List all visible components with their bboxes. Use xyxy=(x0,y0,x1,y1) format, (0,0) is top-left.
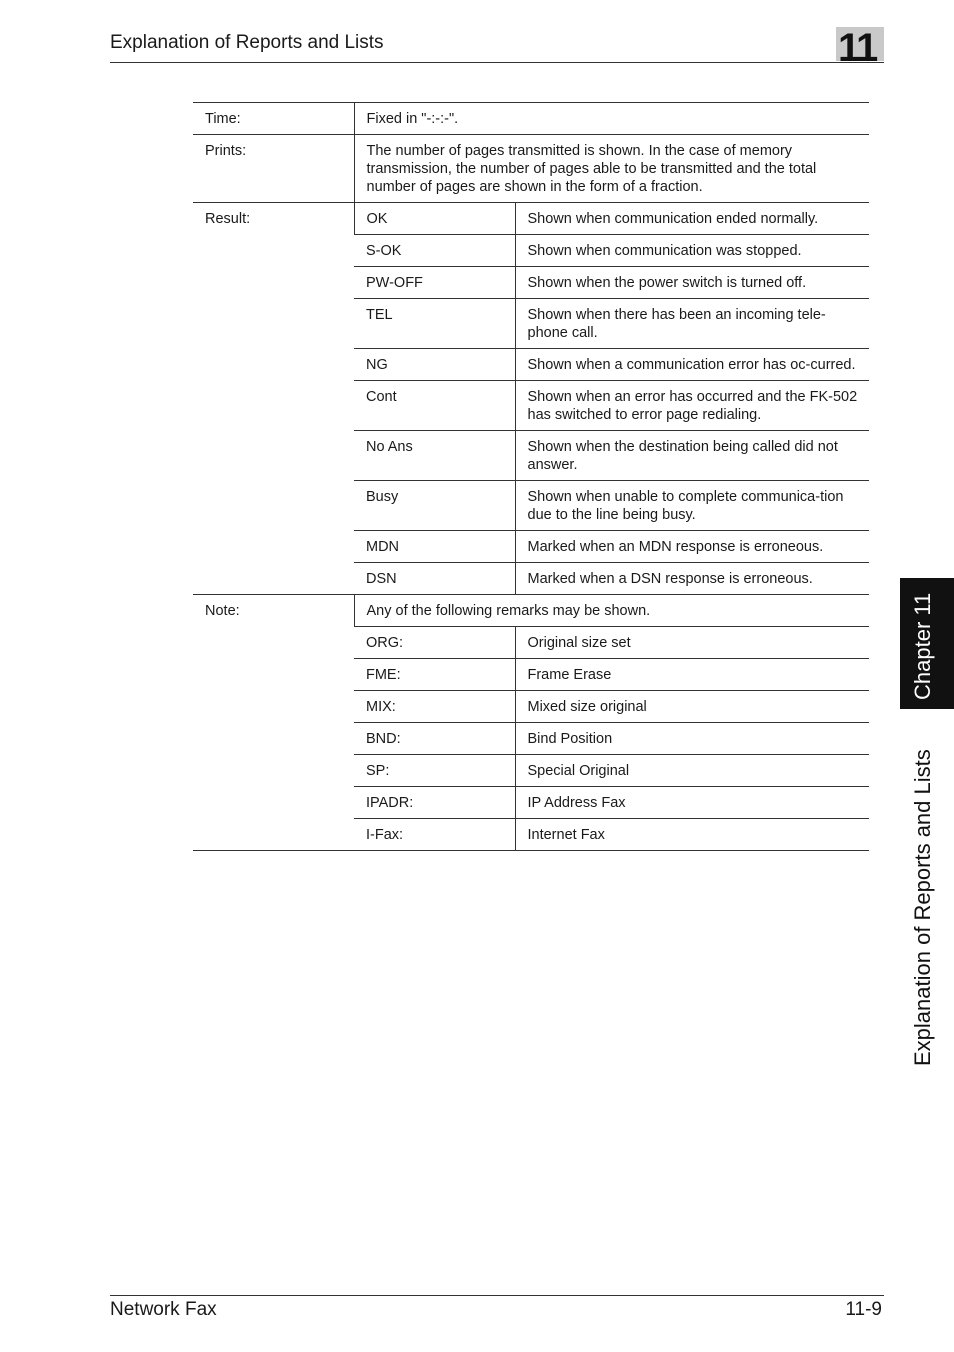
table-row-prints xyxy=(193,135,869,203)
result-description: Shown when the destination being called did not answer. xyxy=(515,431,869,481)
result-description: Shown when communication ended normally. xyxy=(515,203,869,235)
note-description: Special Original xyxy=(515,755,869,787)
result-code: NG xyxy=(354,349,515,381)
result-code: MDN xyxy=(354,531,515,563)
footer-product-name: Network Fax xyxy=(110,1299,217,1320)
result-code: DSN xyxy=(354,563,515,595)
header-divider xyxy=(110,62,884,63)
row-label: Prints: xyxy=(193,135,354,203)
result-description: Shown when communication was stopped. xyxy=(515,235,869,267)
result-description: Shown when an error has occurred and the FK-502 has switched to error page redialing. xyxy=(515,381,869,431)
note-code: SP: xyxy=(354,755,515,787)
note-code: BND: xyxy=(354,723,515,755)
footer-divider xyxy=(110,1295,884,1296)
result-description: Marked when a DSN response is erroneous. xyxy=(515,563,869,595)
result-code: S-OK xyxy=(354,235,515,267)
result-description: Shown when a communication error has oc-curred. xyxy=(515,349,869,381)
result-code: Cont xyxy=(354,381,515,431)
note-code: MIX: xyxy=(354,691,515,723)
chapter-number: 11 xyxy=(838,26,877,70)
result-code: PW-OFF xyxy=(354,267,515,299)
side-section-label: Explanation of Reports and Lists xyxy=(910,749,935,1066)
row-label: Time: xyxy=(193,103,354,135)
result-code: OK xyxy=(354,203,515,235)
note-description: Original size set xyxy=(515,627,869,659)
note-description: IP Address Fax xyxy=(515,787,869,819)
note-intro: Any of the following remarks may be shown. xyxy=(354,595,869,627)
note-description: Frame Erase xyxy=(515,659,869,691)
row-value: The number of pages transmitted is shown. In the case of memory transmission, the number of pages able to be transmitted and the total number of pages are shown in the form of a fraction. xyxy=(354,135,869,203)
page-header-title: Explanation of Reports and Lists xyxy=(110,32,384,53)
row-label: Note: xyxy=(193,595,354,851)
report-items-table xyxy=(193,102,869,851)
note-code: ORG: xyxy=(354,627,515,659)
table-row-time xyxy=(193,103,869,135)
note-description: Bind Position xyxy=(515,723,869,755)
note-code: I-Fax: xyxy=(354,819,515,851)
result-description: Shown when the power switch is turned off. xyxy=(515,267,869,299)
note-code: IPADR: xyxy=(354,787,515,819)
table-row-note xyxy=(193,595,869,627)
side-chapter-label: Chapter 11 xyxy=(910,592,935,700)
footer-page-number: 11-9 xyxy=(845,1299,882,1320)
result-code: Busy xyxy=(354,481,515,531)
note-description: Mixed size original xyxy=(515,691,869,723)
row-value: Fixed in "-:-:-". xyxy=(354,103,869,135)
result-code: No Ans xyxy=(354,431,515,481)
note-code: FME: xyxy=(354,659,515,691)
result-description: Shown when there has been an incoming tele-phone call. xyxy=(515,299,869,349)
result-code: TEL xyxy=(354,299,515,349)
note-description: Internet Fax xyxy=(515,819,869,851)
row-label: Result: xyxy=(193,203,354,595)
result-description: Marked when an MDN response is erroneous. xyxy=(515,531,869,563)
result-description: Shown when unable to complete communica-tion due to the line being busy. xyxy=(515,481,869,531)
table-row-result xyxy=(193,203,869,235)
